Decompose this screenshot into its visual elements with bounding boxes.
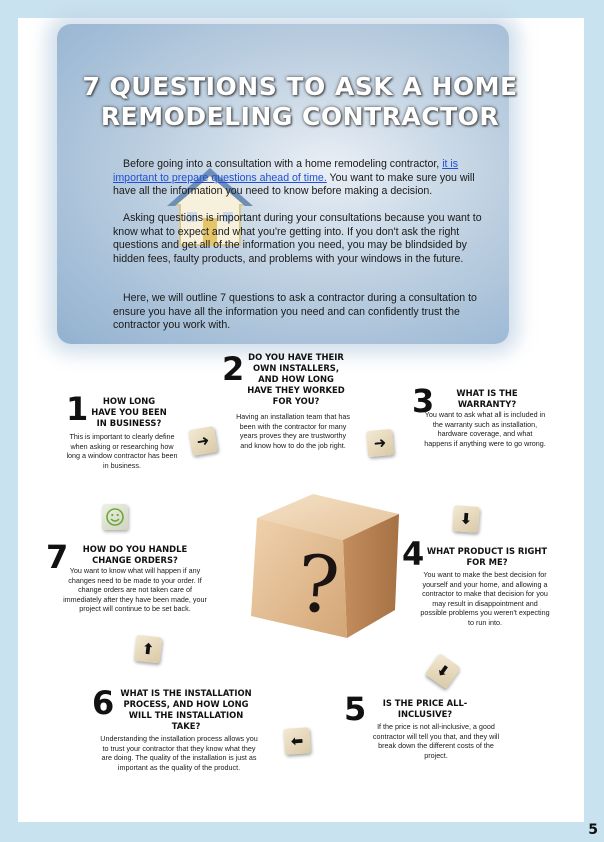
step-6-title: WHAT IS THE INSTALLATION PROCESS, AND HOW LONG WILL THE INSTALLATION TAKE?	[120, 688, 252, 731]
arrow-down-icon: ⬇	[425, 653, 461, 689]
arrow-down-icon: ⬇	[452, 505, 480, 533]
step-4-title: WHAT PRODUCT IS RIGHT FOR ME?	[426, 546, 548, 567]
step-7-number: 7	[46, 538, 69, 576]
step-5-title: IS THE PRICE ALL-INCLUSIVE?	[382, 698, 468, 719]
step-7-title: HOW DO YOU HANDLE CHANGE ORDERS?	[82, 544, 188, 565]
page-title: 7 QUESTIONS TO ASK A HOME REMODELING CONTRACTOR	[82, 72, 518, 131]
arrow-left-icon: ⬅	[283, 727, 311, 755]
smiley-icon	[102, 504, 128, 530]
intro-paragraph-1	[113, 158, 493, 199]
step-6-body: Understanding the installation process allows you to trust your contractor that they know what they are doing. The quality of the installation is just as important as the quality of the product.	[100, 734, 258, 772]
step-1-number: 1	[66, 390, 89, 428]
question-cube-icon	[235, 488, 405, 653]
step-2-body: Having an installation team that has been with the contractor for many years proves they are trustworthy and know how to do the job right.	[236, 412, 350, 450]
cube-question-glyph: ?	[294, 539, 343, 632]
intro-p1-after: You want to make sure you will have all the information you need to know before making a decision.	[113, 171, 475, 197]
step-1-body: This is important to clearly define when asking or researching how long a window contractor has been in business.	[66, 432, 178, 470]
step-4-number: 4	[402, 535, 425, 573]
step-5-body: If the price is not all-inclusive, a good contractor will tell you that, and they will break down the different costs of the project.	[372, 722, 500, 760]
step-2-number: 2	[222, 350, 245, 388]
step-3-body: You want to ask what all is included in the warranty such as installation, hardware coverage, and what happens if anything were to go wrong.	[424, 410, 546, 448]
step-3-number: 3	[412, 382, 435, 420]
intro-p1-before: Before going into a consultation with a home remodeling contractor,	[123, 158, 443, 170]
intro-paragraph-2	[113, 212, 493, 266]
step-1-title: HOW LONG HAVE YOU BEEN IN BUSINESS?	[91, 396, 167, 428]
arrow-right-icon: ➜	[188, 426, 218, 456]
prepare-questions-link[interactable]: it is important to prepare questions ahead of time.	[113, 158, 459, 184]
arrow-right-icon: ➜	[366, 429, 394, 457]
arrow-up-icon: ⬆	[134, 635, 163, 664]
step-6-number: 6	[92, 684, 115, 722]
step-4-body: You want to make the best decision for yourself and your home, and allowing a contractor to make that decision for you may result in disappointment and possible problems you weren't expecting to run into.	[420, 570, 550, 627]
intro-p3-text: Here, we will outline 7 questions to ask a contractor during a consultation to ensure you have all the information you need and can confidently trust the contractor you work with.	[113, 292, 477, 331]
intro-paragraph-3	[113, 292, 493, 333]
step-3-title: WHAT IS THE WARRANTY?	[456, 388, 518, 409]
step-2-title: DO YOU HAVE THEIR OWN INSTALLERS, AND HOW LONG HAVE THEY WORKED FOR YOU?	[247, 352, 345, 406]
step-5-number: 5	[344, 690, 367, 728]
intro-p2-text: Asking questions is important during your consultations because you want to know what to expect and what you're getting into. If you don't ask the right questions and get all of the information you need, you may be blindsided by hidden fees, faulty products, and problems with your windows in the future.	[113, 212, 482, 265]
step-7-body: You want to know what will happen if any changes need to be made to your order. If change orders are not taken care of immediately after they have been made, your project will continue to be set back.	[63, 566, 207, 614]
page-number: 5	[588, 822, 598, 838]
